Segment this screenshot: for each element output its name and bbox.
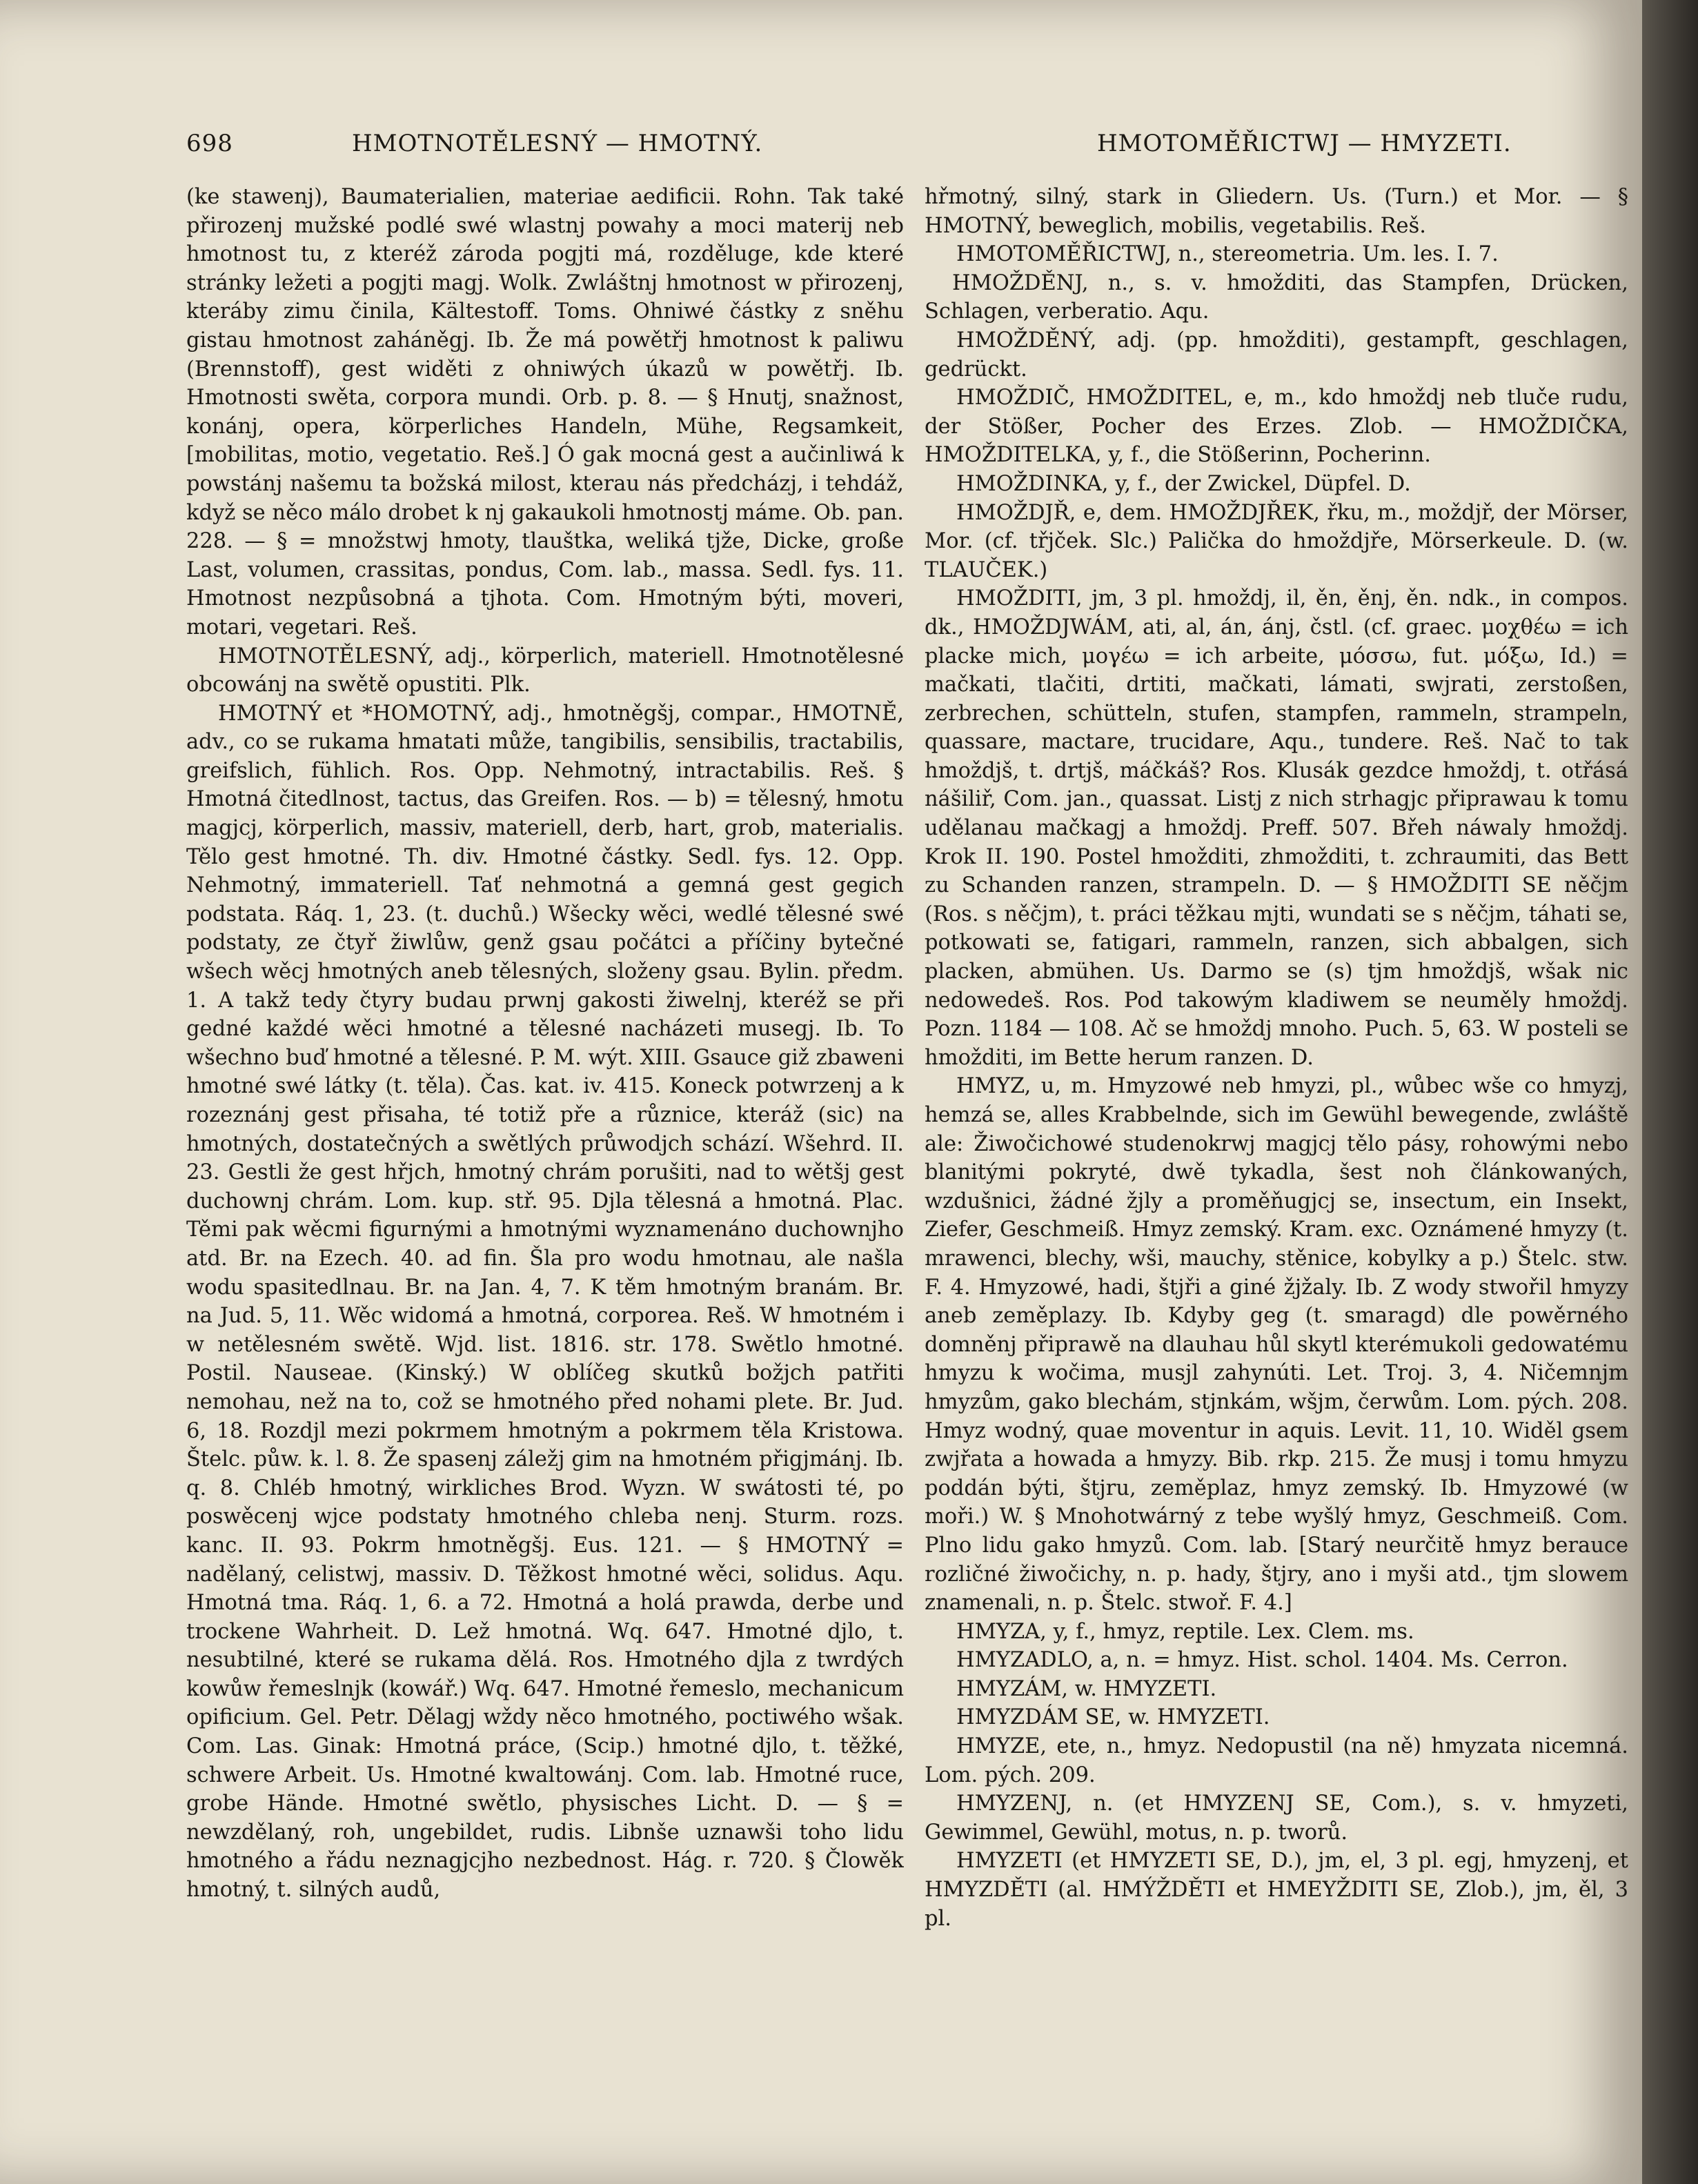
entry-text: HMYZÁM, w. HMYZETI. [956,1676,1217,1701]
entry-text: HMOTNÝ et *HOMOTNÝ, adj., hmotněgšj, compar., HMOTNĚ, adv., co se rukama hmatati může, tangibilis, sensibilis, tractabilis, greifslich, fühlich. Ros. Opp. Nehmotný, intractabilis. Reš. § Hmotná čitedlnost, tactus, das Greifen. Ros. — b) = tělesný, hmotu magjcj, körperlich, massiv, materiell, derb, hart, grob, materialis. Tělo gest hmotné. Th. div. Hmotné částky. Sedl. fys. 12. Opp. Nehmotný, immateriell. Tať nehmotná a gemná gest gegich podstata. Ráq. 1, 23. (t. duchů.) Wšecky wěci, wedlé tělesné swé podstaty, ze čtyř žiwlůw, genž gsau počátci a příčiny bytečné wšech wěcj hmotných aneb tělesných, složeny gsau. Bylin. předm. 1. A takž tedy čtyry budau prwnj gakosti žiwelnj, kteréž se při gedné každé wěci hmotné a tělesné nacházeti musegj. Ib. To wšechno buď hmotné a tělesné. P. M. wýt. XIII. Gsauce giž zbaweni hmotné swé látky (t. těla). Čas. kat. iv. 415. Koneck potwrzenj a k rozeznánj gest přisaha, té totiž pře a různice, kteráž (sic) na hmotných, dostatečných a swětlých průwodjch schází. Wšehrd. II. 23. Gestli že gest hřjch, hmotný chrám porušiti, nad to wětšj gest duchownj chrám. Lom. kup. stř. 95. Djla tělesná a hmotná. Plac. Těmi pak wěcmi figurnými a hmotnými wyznamenáno duchownjho atd. Br. na Ezech. 40. ad fin. Šla pro wodu hmotnau, ale našla wodu spasitedlnau. Br. na Jan. 4, 7. K těm hmotným branám. Br. na Jud. 5, 11. Wěc widomá a hmotná, corporea. Reš. W hmotném i w netělesném swětě. Wjd. list. 1816. str. 178. Swětlo hmotné. Postil. Nauseae. (Kinský.) W oblíčeg skutků božjch patřiti nemohau, než na to, což se hmotného před nohami plete. Br. Jud. 6, 18. Rozdjl mezi pokrmem hmotným a pokrmem těla Kristowa. Štelc. půw. k. l. 8. Že spasenj záležj gim na hmotném přigjmánj. Ib. q. 8. Chléb hmotný, wirkliches Brod. Wyzn. W swátosti té, po poswěcenj wjce podstaty hmotného chleba nenj. Sturm. rozs. kanc. II. 93. Pokrm hmotněgšj. Eus. 121. — § HMOTNÝ = nadělaný, celistwj, massiv. D. Těžkost hmotné wěci, solidus. Aqu. Hmotná tma. Ráq. 1, 6. a 72. Hmotná a holá prawda, derbe und trockene Wahrheit. D. Lež hmotná. Wq. 647. Hmotné djlo, t. nesubtilné, které se rukama dělá. Ros. Hmotného djla z twrdých kowůw řemeslnjk (kowář.) Wq. 647. Hmotné řemeslo, mechanicum opificium. Gel. Petr. Dělagj wždy něco hmotného, poctiwého wšak. Com. Las. Ginak: Hmotná práce, (Scip.) hmotné djlo, t. těžké, schwere Arbeit. Us. Hmotné kwaltowánj. Com. lab. Hmotné ruce, grobe Hände. Hmotné swětlo, physisches Licht. D. — § = newzdělaný, roh, ungebildet, rudis. Libnše uznawši toho lidu hmotného a řádu neznagjcjho nezbednost. Hág. r. 720. § Člowěk hmotný, t. silných audů, [186,701,904,1903]
left-column [186,183,904,2114]
entry-text: hřmotný, silný, stark in Gliedern. Us. (Turn.) et Mor. — § HMOTNÝ, beweglich, mobilis, vegetabilis. Reš. [925,185,1628,238]
entry-text: HMOŽDIČ, HMOŽDITEL, e, m., kdo hmoždj neb tluče rudu, der Stößer, Pocher des Erzes. Zlob. — HMOŽDIČKA, HMOŽDITELKA, y, f., die Stößerinn, Pocherinn. [925,386,1628,468]
entry-text: HMOŽDINKA, y, f., der Zwickel, Düpfel. D. [956,471,1411,496]
entry-text: HMOŽDĚNÝ, adj. (pp. hmožditi), gestampft, geschlagen, gedrückt. [925,328,1628,381]
entry-text: HMYZ, u, m. Hmyzowé neb hmyzi, pl., wůbec wše co hmyzj, hemzá se, alles Krabbelnde, sich im Gewühl bewegende, zwláště ale: Žiwočichowé studenokrwj magjcj tělo pásy, rohowými nebo blanitými pokryté, dwě tykadla, šest noh článkowaných, wzdušnici, žádné žjly a proměňugjcj se, insectum, ein Insekt, Ziefer, Geschmeiß. Hmyz zemský. Kram. exc. Oznámené hmyzy (t. mrawenci, blechy, wši, mauchy, stěnice, kobylky a p.) Štelc. stw. F. 4. Hmyzowé, hadi, štjři a giné žjžaly. Ib. Z wody stwořil hmyzy aneb zeměplazy. Ib. Kdyby geg (t. smaragd) dle powěrného domněnj připrawě na dlauhau hůl skytl kterémukoli gedowatému hmyzu k wočima, musjl zahynúti. Let. Troj. 3, 4. Ničemnjm hmyzům, gako blechám, stjnkám, wšjm, čerwům. Lom. pých. 208. Hmyz wodný, quae moventur in aquis. Levit. 11, 10. Widěl gsem zwjřata a howada a hmyzy. Bib. rkp. 215. Že musj i tomu hmyzu poddán býti, štjru, zeměplaz, hmyz zemský. Ib. Hmyzowé (w moři.) W. § Mnohotwárný z tebe wyšlý hmyz, Geschmeiß. Com. Plno lidu gako hmyzů. Com. lab. [Starý neurčitě hmyz berauce rozličné žiwočichy, n. p. hady, štjry, ano i myši atd., tjm slowem znamenali, n. p. Štelc. stwoř. F. 4.] [925,1074,1628,1616]
entry-text: (ke stawenj), Baumaterialien, materiae aedificii. Rohn. Tak také přirozenj mužské podlé swé wlastnj powahy a moci materij neb hmotnost tu, z kteréž zároda pogjti má, rozděluge, kde které stránky ležeti a pogjti magj. Wolk. Zwláštnj hmotnost w přirozenj, kteráby zimu činila, Kältestoff. Toms. Ohniwé částky z sněhu gistau hmotnost zaháněgj. Ib. Že má powětřj hmotnost k paliwu (Brennstoff), gest widěti z ohniwých úkazů w powětřj. Ib. Hmotnosti swěta, corpora mundi. Orb. p. 8. — § Hnutj, snažnost, konánj, opera, körperliches Handeln, Mühe, Regsamkeit, [mobilitas, motio, vegetatio. Reš.] Ó gak mocná gest a aučinliwá k powstánj našemu ta božská milost, kterau nás předcházj, i tehdáž, když se něco málo drobet k nj gakaukoli hmotnostj máme. Ob. pan. 228. — § = množstwj hmoty, tlauštka, weliká tjže, Dicke, große Last, volumen, crassitas, pondus, Com. lab., massa. Sedl. fys. 11. Hmotnost nezpůsobná a tjhota. Com. Hmotným býti, moveri, motari, vegetari. Reš. [186,185,904,639]
right-running-title: HMOTOMĚŘICTWJ — HMYZETI. [1097,130,1512,157]
entry-text: HMYZENJ, n. (et HMYZENJ SE, Com.), s. v. hmyzeti, Gewimmel, Gewühl, motus, n. p. tworů. [925,1791,1628,1845]
entry-text: HMYZE, ete, n., hmyz. Nedopustil (na ně) hmyzata nicemná. Lom. pých. 209. [925,1734,1628,1787]
page-header [186,130,1621,171]
right-column [925,183,1628,2114]
entry-text: HMOŽDJŘ, e, dem. HMOŽDJŘEK, řku, m., moždjř, der Mörser, Mor. (cf. třjček. Slc.) Palička do hmoždjře, Mörserkeule. D. (w. TLAUČEK.) [925,500,1628,582]
entry-text: HMOŽDITI, jm, 3 pl. hmoždj, il, ěn, ěnj, ěn. ndk., in compos. dk., HMOŽDJWÁM, ati, al, án, ánj, čstl. (cf. graec. μοχθέω = ich placke mich, μογέω = ich arbeite, μόσσω, fut. μόξω, Id.) = mačkati, tlačiti, drtiti, mačkati, lámati, swjrati, zerstoßen, zerbrechen, schütteln, stufen, stampfen, rammeln, strampeln, quassare, mactare, trucidare, Aqu., tundere. Reš. Nač to tak hmoždjš, t. drtjš, máčkáš? Ros. Klusák gezdce hmoždj, t. otřásá nášiliř, Com. jan., quassat. Listj z nich strhagjc připrawau k tomu udělanau mačkagj a hmoždj. Preff. 507. Břeh náwaly hmoždj. Krok II. 190. Postel hmožditi, zhmožditi, t. zchraumiti, das Bett zu Schanden ranzen, strampeln. D. — § HMOŽDITI SE něčjm (Ros. s něčjm), t. práci těžkau mjti, wundati se s něčjm, táhati se, potkowati se, fatigari, rammeln, ranzen, sich abbalgen, sich placken, abmühen. Us. Darmo se (s) tjm hmoždjš, wšak nic nedowedeš. Ros. Pod takowým kladiwem se neuměly hmoždj. Pozn. 1184 — 108. Ač se hmoždj mnoho. Puch. 5, 63. W posteli se hmožditi, im Bette herum ranzen. D. [925,586,1628,1070]
entry-text: HMOTOMĚŘICTWJ, n., stereometria. Um. les. I. 7. [956,242,1499,267]
entry-text: HMYZADLO, a, n. = hmyz. Hist. schol. 1404. Ms. Cerron. [956,1648,1568,1673]
book-gutter [1642,0,1698,2184]
entry-text: HMOŽDĚNJ, n., s. v. hmožditi, das Stampfen, Drücken, Schlagen, verberatio. Aqu. [925,270,1628,324]
page-number: 698 [186,130,233,157]
entry-text: HMYZA, y, f., hmyz, reptile. Lex. Clem. ms. [956,1619,1414,1644]
left-running-title: HMOTNOTĚLESNÝ — HMOTNÝ. [352,130,763,157]
entry-text: HMOTNOTĚLESNÝ, adj., körperlich, materiell. Hmotnotělesné obcowánj na swětě opustiti. Plk. [186,644,904,697]
entry-text: HMYZETI (et HMYZETI SE, D.), jm, el, 3 pl. egj, hmyzenj, et HMYZDĚTI (al. HMÝŽDĚTI et HMEYŽDITI SE, Zlob.), jm, ěl, 3 pl. [925,1849,1628,1931]
entry-text: HMYZDÁM SE, w. HMYZETI. [956,1705,1270,1730]
